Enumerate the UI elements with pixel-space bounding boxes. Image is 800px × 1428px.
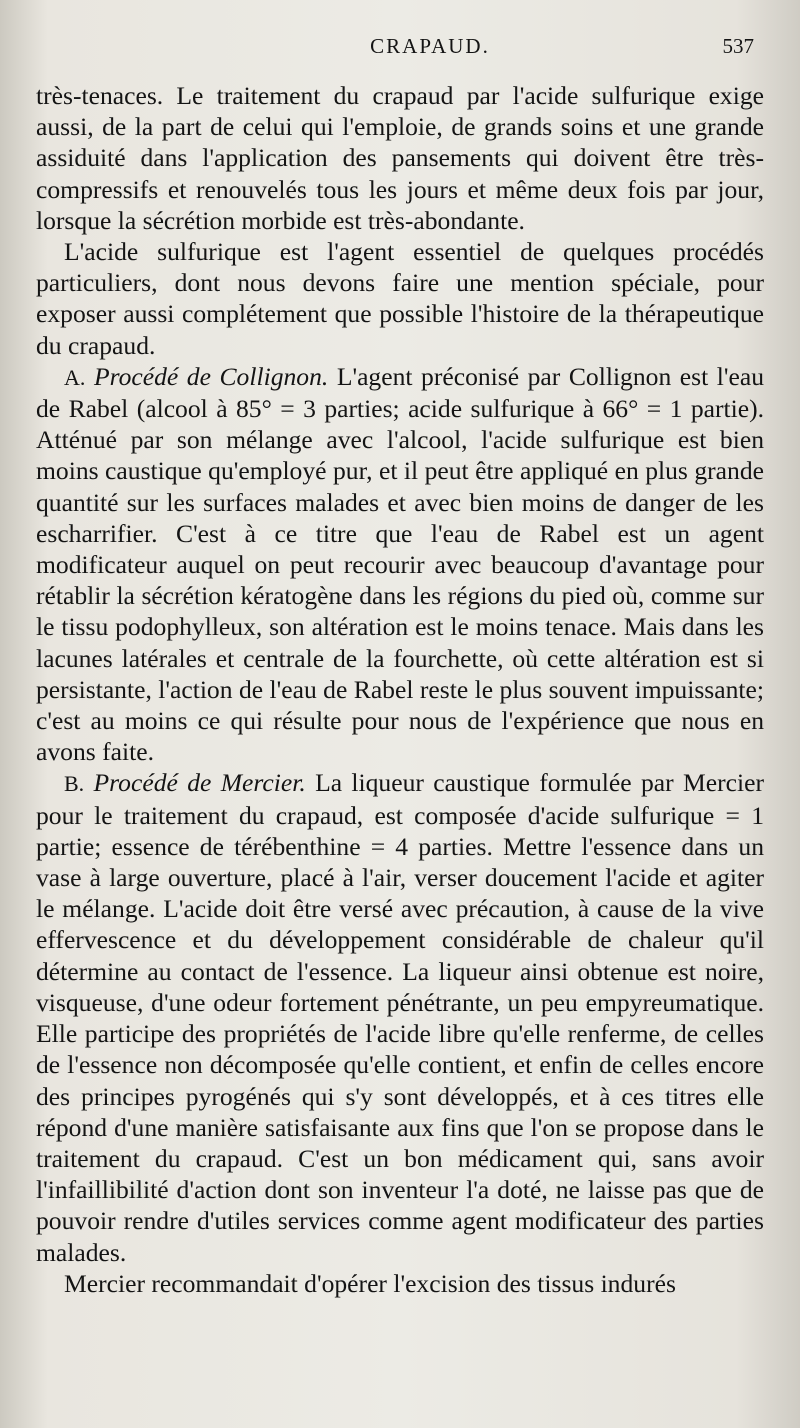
paragraph-5 [36, 1268, 764, 1299]
paragraph-2 [36, 236, 764, 361]
section-heading: Procédé de Mercier. [93, 768, 306, 798]
paragraph-text: La liqueur caustique formulée par Mercier pour le traitement du crapaud, est composée d'acide sulfurique = 1 partie; essence de térébenthine = 4 parties. Mettre l'essence dans un vase à large ouverture, placé à l'air, verser doucement l'acide et agiter le mélange. L'acide doit être versé avec précaution, à cause de la vive effervescence et du développement considérable de chaleur qu'il détermine au contact de l'essence. La liqueur ainsi obtenue est noire, visqueuse, d'une odeur fortement pénétrante, un peu empyreumatique. Elle participe des propriétés de l'acide libre qu'elle renferme, de celles de l'essence non décomposée qu'elle contient, et enfin de celles encore des principes pyrogénés qui s'y sont développés, et à ces titres elle répond d'une manière satisfaisante aux fins que l'on se propose dans le traitement du crapaud. C'est un bon médicament qui, sans avoir l'infaillibilité d'action dont son inventeur l'a doté, ne laisse pas que de pouvoir rendre d'utiles services comme agent modificateur des parties malades. [36, 768, 764, 1267]
paragraph-mercier [36, 767, 764, 1267]
paragraph-text: L'acide sulfurique est l'agent essentiel de quelques procédés particuliers, dont nous devons faire une mention spéciale, pour exposer aussi complétement que possible l'histoire de la thérapeutique du crapaud. [36, 237, 764, 360]
paragraph-text: L'agent préconisé par Collignon est l'eau de Rabel (alcool à 85° = 3 parties; acide sulfurique à 66° = 1 partie). Atténué par son mélange avec l'alcool, l'acide sulfurique est bien moins caustique qu'employé pur, et il peut être appliqué en plus grande quantité sur les surfaces malades et avec bien moins de danger de les escharrifier. C'est à ce titre que l'eau de Rabel est un agent modificateur auquel on peut recourir avec beaucoup d'avantage pour rétablir la sécrétion kératogène dans les régions du pied où, comme sur le tissu podophylleux, son altération est le moins tenace. Mais dans les lacunes latérales et centrale de la fourchette, où cette altération est si persistante, l'action de l'eau de Rabel reste le plus souvent impuissante; c'est au moins ce qui résulte pour nous de l'expérience que nous en avons faite. [36, 361, 764, 767]
paragraph-text: très-tenaces. Le traitement du crapaud par l'acide sulfurique exige aussi, de la part de celui qui l'emploie, de grands soins et une grande assiduité dans l'application des pansements qui doivent être très-compressifs et renouvelés tous les jours et même deux fois par jour, lorsque la sécrétion morbide est très-abondante. [36, 81, 764, 235]
paragraph-text: Mercier recommandait d'opérer l'excision des tissus indurés [64, 1268, 676, 1298]
section-heading: Procédé de Collignon. [93, 361, 329, 391]
section-marker: A. [64, 364, 86, 390]
section-marker: B. [64, 771, 85, 797]
running-head: CRAPAUD. [370, 34, 490, 58]
paragraph-1 [36, 80, 764, 236]
paragraph-collignon [36, 361, 764, 768]
page-body [36, 80, 764, 1299]
page-number: 537 [722, 34, 754, 58]
page-header [36, 30, 754, 70]
